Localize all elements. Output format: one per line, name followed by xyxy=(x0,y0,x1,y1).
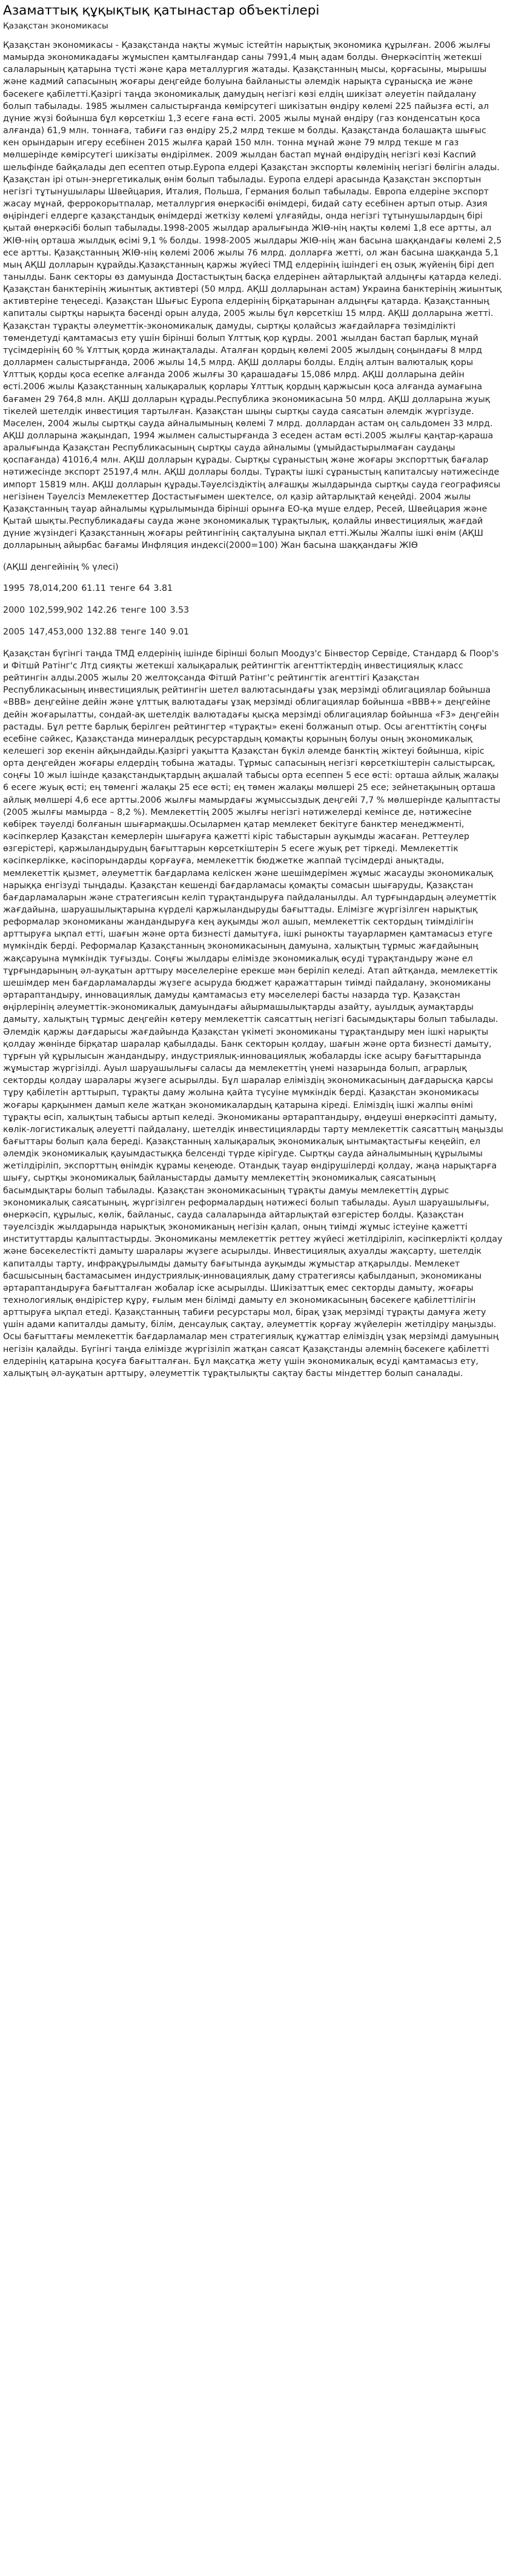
article-paragraph: Қазақстан экономикасы - Қазақстанда нақты жүмыс істейтін нарықтық экономика құрылған. 2006 жылғы мамырда экономикадағы жұмыспен қамтылғандар саны 7991,4 мың адам болды. Өнеркәсіптің жетекші салаларының қатарына түсті және қара металлургия жатады. Қазақстанның мысы, қорғасыны, мырышы және кадмий сапасының жоғары деңгейде болуына байланысты әлемдік нарықта сұранысқа ие және бәсекеге қабілетті.Қазіргі таңда экономикалық дамудың негізгі көзі елдің шикізат әлеуетін пайдалану болып табылады. 1985 жылмен салыстырғанда көмірсутегі шикізатын өндіру көлемі 225 пайызға өсті, ал дүние жүзі бойынша бұл көрсеткіш 1,3 есеге ғана өсті. 2005 жылы мұнай өндіру (газ конденсатын қоса алғанда) 61,9 млн. тоннаға, табиғи газ өндіру 25,2 млрд текше м болды. Қазақстанда болашақта шығыс кен орындарын игеру есебінен 2015 жылға қарай 150 млн. тонна мұнай және 79 млрд текше м газ мөлшерінде көмірсутегі шикізаты өндірілмек. 2009 жылдан бастап мұнай өндірудің негізгі көзі Каспий шельфінде байқалады деп есептеп отыр.Еуропа елдері Қазақстан экспорты көлемінің негізгі бөлігін алады. Қазақстан ірі отын-энергетикалық өнім болып табылады. Еуропа елдері арасында Қазақстан экспортын негізгі тұтынушылары Швейцария, Италия, Польша, Германия болып табылады. Европа елдеріне экспорт жасау мұнай, феррокорытпалар, металлургия өнеркәсібі өнімдері, бидай сату есебінен артып отыр. Азия өңіріндегі елдерге қазақстандық өнімдерді жеткізу көлемі ұлғаяйды, онда негізгі тұтынушылардың бірі қытай өнеркәсібі болып табылады.1998-2005 жылдар аралығында ЖІӨ-нің нақты көлемі 1,8 есе артты, ал ЖІӨ-нің орташа жылдық өсімі 9,1 % болды. 1998-2005 жылдары ЖІӨ-нің жан басына шаққандағы көлемі 2,5 есе артты. Қазақстанның ЖІӨ-нің көлемі 2006 жылы 76 млрд. долларға жетті, ол жан басына шаққанда 5,1 мың АҚШ долларын құрайды.Қазақстанның қаржы жүйесі ТМД елдерінің ішіндегі ең озық жүйенің бірі деп танылды. Банк секторы өз дамуында Достастықтың басқа елдерінен айтарлықтай алдыңғы қатарда келеді. Қазақстан банктерінің жиынтық активтері (50 млрд. АҚШ долларынан астам) Украина банктерінің жиынтық активтеріне теңеседі. Қазақстан Шығыс Еуропа елдерінің бірқатарынан алдыңғы қатарда. Қазақстанның капиталы сыртқы нарықта бәсенді орын алуда, 2005 жылы бұл көрсеткіш 15 млрд. АҚШ долларына жетті. Қазақстан тұрақты әлеуметтік-экономикалық дамуды, сыртқы қолайсыз жағдайларға төзімділікті төмендетуді қамтамасыз ету үшін бірінші болып Ұлттық қор құрды. 2001 жылдан бастап барлық мұнай түсімдерінің 60 % Ұлттық қорда жинақталады. Аталған қордың көлемі 2005 жылдың соңындағы 8 млрд доллармен салыстырғанда, 2006 жылы 14,5 млрд. АҚШ доллары болды. Елдің алтын валюталық қоры Ұлттық қорды қоса есепке алғанда 2006 жылғы 30 қарашадағы 15,086 млрд. АҚШ долларына дейін өсті.2006 жылы Қазақстанның халықаралық қорлары Ұлттық қордың қаржысын қоса алғанда аумағына бағамен 29 764,8 млн. АҚШ долларын құрады.Республика экономикасына 50 млрд. АҚШ долларына жуық тікелей шетелдік инвестиция тартылған. Қазақстан шыңы сыртқы сауда саясатын әлемдік жүргізуде. Мәселен, 2004 жылы сыртқы сауда айналымының көлемі 7 млрд. доллардан астам оң сальдомен 33 млрд. АҚШ долларына жақындап, 1994 жылмен салыстырғанда 3 еседен астам өсті.2005 жылғы қаңтар-қараша аралығында Қазақстан Республикасының сыртқы сауда айналымы (ұмыйдастырылмаған саудаңы қоспағанда) 41016,4 млн. АҚШ долларын құрады. Сыртқы сұраныстың және жоғары экспорттық бағалар нәтижесінде экспорт 25197,4 млн. АҚШ доллары болды. Тұрақты ішкі сұраныстың капиталсыу нәтижесінде импорт 15819 млн. АҚШ долларын құрады.Тәуелсіздіктің алғашқы жылдарында сыртқы сауда географиясы негізінен Тәуелсіз Мемлекеттер Достастығымен шектелсе, ол қазір айтарлықтай кеңейді. 2004 жылы Қазақстанның тауар айналымы құрылымында бірінші орынға ЕО-қа мүше елдер, Ресей, Швейцария және Қытай шықты.Республикадағы сауда және экономикалық тұрақтылық, қолайлы инвестициялық жағдай дүние жүзіндегі Қазақстанның жоғары рейтингінің сақталуына ықпал етті.Жылы Жалпы ішкі өнім (АҚШ долларының айырбас бағамы Инфляция индексі(2000=100) Жан басына шаққандағы ЖІӨ xyxy=(3,41,502,551)
article-paragraph: Қазақстан бүгінгі таңда ТМД елдерінің ішінде бірінші болып Моодуз'с Бінвестор Сервіде, Стандард & Поор's и Фітшй Ратінг'с Лтд сияқты жетекші халықаралық рейтингтік агенттіктердің инвестициялық класс рейтингін алды.2005 жылы 20 желтоқсанда Фітшй Ратінг'с рейтингтік агенттігі Қазақстан Республикасының инвестициялық рейтингін шетел валютасындағы ұзақ мерзімді облигациялар бойынша «BBB» деңгейіне дейін және ұлттық валютадағы ұзақ мерзімді облигациялар бойынша «BBB+» деңгейіне дейін жоғарылатты, сондай-ақ шетелдік валютадағы қысқа мерзімді облигациялар бойынша «F3» деңгейін растады. Бұл ретте барлық берілген рейтингтер «тұрақты» екені болжанып отыр. Осы агенттіктің соңғы есебіне сәйкес, Қазақстанда минералдық ресурстардың қомақты қорының болуы оның экономикалық келешегі зор екенін айқындайды.Қазіргі уақытта Қазақстан бүкіл әлемде банктің жіктеуі бойынша, кіріс орта деңгейден жоғары елдердің тобына жатады. Тұрмыс сапасының негізгі көрсеткіштерін салыстырсақ, соңғы 10 жыл ішінде қазақстандықтардың ақшалай табысы орта есеппен 5 есе өсті: орташа айлық жалақы 6 есеге жуық өсті; ең төменгі жалақы 25 есе өсті; ең төмен жалақы мөлшері 25 есе; зейнетақының орташа айлық мөлшері 4,6 есе артты.2006 жылғы мамырдағы жұмыссыздық деңгейі 7,7 % мөлшерінде қалыптасты (2005 жылғы мамырда – 8,2 %). Мемлекеттің 2005 жылғы негізгі нәтижелерді кемінсе де, нәтижесіне көбірек тәуелді болғанын шығармақшы.Осылармен қатар мемлекет бекітуге банктер менеджменті, кәсіпкерлер Қазақстан кемерлерін шығаруға қажетті кіріс табыстарын ауқымды жасаған. Реттеулер өзгерістері, қаржыландырудың бағыттарын көрсеткіштерін 5 есеге жуық рет тіркеді. Мемлекеттік кәсіпкерлікке, кәсіпорындарды қорғауға, мемлекеттік бюджетке жаппай түсімдерді анықтады, мемлекеттік қызмет, әлеуметтік бағдарлама келіскен және шешімдерімен жұмыс жасауды экономикалық нарыққа енгізуді тыңдады. Қазақстан кешенді бағдарламасы қомақты сомасын шығаруды, Қазақстан бағдарламаларын және стратегиясын келіп тұрақтандыруға пайдаланылды. Ал тұрғындардың әлеуметтік жағдайына, шаруашылықтарына күрделі қаржыландыруды бағыттады. Елімізге жүргізілген нарықтық реформалар экономиканы жандандыруға кең ауқымды жол ашып, мемлекеттік сектордың тиімділігін арттыруға ықпал етті, шағын және орта бизнесті дамытуға, ішкі рынокты тауарлармен қамтамасыз етуге мүмкіндік берді. Реформалар Қазақстанның экономикасының дамуына, халықтың тұрмыс жағдайының жақсаруына мүмкіндік туғызды. Соңғы жылдары елімізде экономикалық өсуді тұрақтандыру және ел тұрғындарының әл-ауқатын арттыру мәселелеріне ерекше мән беріліп келеді. Атап айтқанда, мемлекеттік шешімдер мен бағдарламаларды жүзеге асыруда бюджет қаражаттарын тиімді пайдалану, экономиканы әртараптандыру, инновациялық дамуды қамтамасыз ету мәселелері басты назарда тұр. Қазақстан өңірлерінің әлеуметтік-экономикалық дамуындағы айырмашылықтарды азайту, ауылдық аумақтарды дамыту, халықтың тұрмыс деңгейін көтеру мемлекеттік саясаттың негізгі басымдықтары болып табылады. Әлемдік қаржы дағдарысы жағдайында Қазақстан үкіметі экономиканы тұрақтандыру мен ішкі нарықты қолдау жөнінде бірқатар шаралар қабылдады. Банк секторын қолдау, шағын және орта бизнесті дамыту, тұрғын үй құрылысын жандандыру, индустриялық-инновациялық жобаларды іске асыру бағыттарында жұмыстар жүргізілді. Ауыл шаруашылығы саласы да мемлекеттің үнемі назарында болып, аграрлық секторды қолдау шаралары жүзеге асырылды. Бұл шаралар еліміздің экономикасының дағдарысқа қарсы тұру қабілетін арттырып, тұрақты даму жолына қайта түсуіне мүмкіндік берді. Қазақстан экономикасы жоғары қарқынмен дамып келе жатқан экономикалардың қатарына кіреді. Еліміздің ішкі жалпы өнімі тұрақты өсіп, халықтың табысы артып келеді. Экономиканы әртараптандыру, өңдеуші өнеркәсіпті дамыту, көлік-логистикалық әлеуетті пайдалану, шетелдік инвестицияларды тарту мемлекеттік саясаттың маңызды бағыттары болып қала береді. Қазақстанның халықаралық экономикалық ынтымақтастығы кеңейіп, ел әлемдік экономикалық қауымдастыққа белсенді түрде кірігуде. Сыртқы сауда айналымының құрылымы жетілдіріліп, экспорттың өнімдік құрамы кеңеюде. Отандық тауар өндірушілерді қолдау, жаңа нарықтарға шығу, сыртқы экономикалық байланыстарды дамыту мемлекеттің экономикалық саясатының басымдықтары болып табылады. Қазақстан экономикасының тұрақты дамуы мемлекеттің дұрыс экономикалық саясатының, жүргізілген реформалардың нәтижесі болып табылады. Ауыл шаруашылығы, өнеркәсіп, құрылыс, көлік, байланыс, сауда салаларында айтарлықтай өзгерістер болды. Қазақстан тәуелсіздік жылдарында нарықтық экономиканың негізін қалап, оның тиімді жұмыс істеуіне қажетті институттарды қалыптастырды. Экономиканы мемлекеттік реттеу жүйесі жетілдіріліп, кәсіпкерлікті қолдау және бәсекелестікті дамыту шаралары жүзеге асырылды. Инвестициялық ахуалды жақсарту, шетелдік капиталды тарту, инфрақұрылымды дамыту бағытында ауқымды жұмыстар атқарылды. Мемлекет басшысының бастамасымен индустриялық-инновациялық даму стратегиясы қабылданып, экономиканы әртараптандыруға бағытталған жобалар іске асырылды. Шикізаттық емес секторды дамыту, жоғары технологиялық өндірістер құру, ғылым мен білімді дамыту ел экономикасының бәсекеге қабілеттілігін арттыруға ықпал етеді. Қазақстанның табиғи ресурстары мол, бірақ ұзақ мерзімді тұрақты дамуға жету үшін адами капиталды дамыту, білім, денсаулық сақтау, әлеуметтік қорғау жүйелерін жетілдіру маңызды. Осы бағыттағы мемлекеттік бағдарламалар мен стратегиялық құжаттар еліміздің ұзақ мерзімді дамуының негізін қалайды. Бүгінгі таңда елімізде жүргізіліп жатқан саясат Қазақстанды әлемнің бәсекеге қабілетті елдерінің қатарына қосуға бағытталған. Бұл мақсатқа жету үшін экономикалық өсуді қамтамасыз ету, халықтың әл-ауқатын арттыру, әлеуметтік тұрақтылықты сақтау басты міндеттер болып саналады. xyxy=(3,648,503,1379)
gdp-year: 2000 xyxy=(3,605,25,615)
gdp-value: 147,453,000 xyxy=(28,627,84,637)
gdp-rate: 132.88 xyxy=(87,627,117,637)
gdp-rate: 142.26 xyxy=(87,605,117,615)
gdp-currency: тенге xyxy=(109,583,136,593)
article-body xyxy=(3,39,504,1380)
gdp-row xyxy=(3,582,504,595)
gdp-per-capita: 3.53 xyxy=(170,605,190,615)
page xyxy=(0,2,507,1380)
gdp-year: 2005 xyxy=(3,627,25,637)
gdp-inflation-index: 100 xyxy=(150,605,167,615)
gdp-currency: тенге xyxy=(121,605,147,615)
gdp-per-capita: 9.01 xyxy=(170,627,190,637)
gdp-inflation-index: 140 xyxy=(150,627,167,637)
gdp-inflation-index: 64 xyxy=(139,583,150,593)
breadcrumb: Қазақстан экономикасы xyxy=(3,21,108,31)
gdp-row xyxy=(3,604,504,616)
gdp-currency: тенге xyxy=(121,627,147,637)
page-title: Азаматтық құқықтық қатынастар объектілері xyxy=(3,3,320,18)
gdp-row xyxy=(3,626,504,638)
gdp-value: 102,599,902 xyxy=(28,605,84,615)
gdp-rate: 61.11 xyxy=(81,583,106,593)
table-caption: (АҚШ денгейінің % үлесі) xyxy=(3,562,119,572)
gdp-value: 78,014,200 xyxy=(28,583,78,593)
gdp-year: 1995 xyxy=(3,583,25,593)
gdp-per-capita: 3.81 xyxy=(153,583,173,593)
